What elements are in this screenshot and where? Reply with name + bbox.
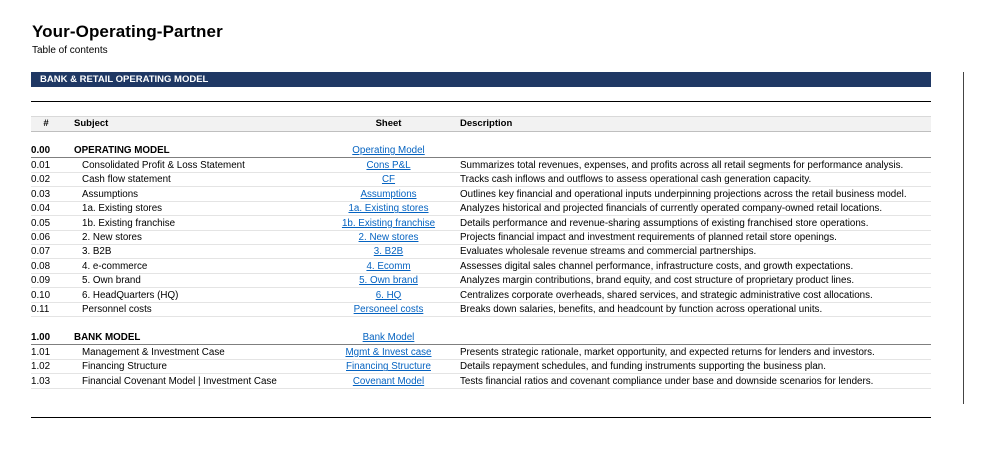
section-row-bank-model — [31, 331, 931, 345]
row-num: 0.11 — [31, 304, 50, 315]
row-num: 1.02 — [31, 361, 51, 373]
row-description: Analyzes historical and projected financials of currently operated company-owned retail locations. — [460, 203, 883, 215]
table-row — [31, 202, 931, 216]
row-num: 0.04 — [31, 203, 51, 215]
table-row — [31, 159, 931, 173]
row-subject: Consolidated Profit & Loss Statement — [82, 160, 245, 171]
page-subtitle: Table of contents — [32, 45, 108, 56]
row-subject: 1b. Existing franchise — [82, 217, 176, 229]
sheet-link[interactable]: Cons P&L — [366, 160, 411, 171]
sheet-link[interactable]: 1a. Existing stores — [348, 203, 429, 215]
table-row — [31, 231, 931, 245]
row-description: Projects financial impact and investment requirements of planned retail store openings. — [460, 232, 837, 243]
table-row — [31, 245, 931, 259]
row-num: 1.00 — [31, 332, 51, 343]
sheet-link[interactable]: 2. New stores — [358, 232, 419, 243]
table-header — [31, 116, 931, 132]
table-row — [31, 260, 931, 274]
sheet-link[interactable]: Assumptions — [360, 188, 417, 200]
row-subject: Management & Investment Case — [82, 347, 225, 358]
sheet-link[interactable]: Financing Structure — [346, 361, 431, 373]
sheet-link[interactable]: Personeel costs — [353, 304, 424, 315]
vertical-divider — [963, 72, 964, 404]
table-row — [31, 188, 931, 202]
row-num: 0.07 — [31, 246, 51, 258]
row-num: 0.03 — [31, 188, 51, 200]
row-subject: Financial Covenant Model | Investment Case — [82, 375, 277, 387]
sheet-link[interactable]: Mgmt & Invest case — [345, 347, 432, 358]
sheet-link[interactable]: 5. Own brand — [359, 275, 418, 287]
sheet-link[interactable]: 1b. Existing franchise — [341, 217, 436, 229]
header-num: # — [43, 118, 49, 129]
row-subject: OPERATING MODEL — [74, 145, 170, 156]
row-num: 0.01 — [31, 160, 51, 171]
row-description: Analyzes margin contributions, brand equity, and cost structure of proprietary product lines. — [460, 275, 855, 287]
section-banner: BANK & RETAIL OPERATING MODEL — [31, 72, 931, 87]
row-subject: Cash flow statement — [82, 174, 171, 186]
row-num: 0.09 — [31, 275, 51, 287]
row-description: Breaks down salaries, benefits, and headcount by function across operational units. — [460, 304, 823, 315]
header-subject: Subject — [74, 118, 109, 129]
sheet-link[interactable]: Covenant Model — [352, 375, 425, 387]
row-num: 1.03 — [31, 375, 51, 387]
row-num: 0.10 — [31, 289, 51, 301]
header-description: Description — [460, 118, 513, 129]
row-description: Summarizes total revenues, expenses, and profits across all retail segments for performance analysis. — [460, 160, 904, 171]
table-row — [31, 346, 931, 360]
row-num: 0.02 — [31, 174, 51, 186]
row-subject: Personnel costs — [82, 304, 152, 315]
row-subject: 4. e-commerce — [82, 260, 148, 272]
row-description: Presents strategic rationale, market opportunity, and expected returns for lenders and investors. — [460, 347, 875, 358]
section-row-operating-model — [31, 144, 931, 158]
sheet-link[interactable]: CF — [381, 174, 396, 186]
page-title: Your-Operating-Partner — [32, 22, 223, 41]
table-row — [31, 289, 931, 303]
row-subject: 2. New stores — [82, 232, 142, 243]
table-row — [31, 173, 931, 187]
row-num: 0.00 — [31, 145, 51, 156]
row-subject: Financing Structure — [82, 361, 167, 373]
row-num: 0.06 — [31, 232, 51, 243]
row-description: Evaluates wholesale revenue streams and commercial partnerships. — [460, 246, 757, 258]
row-num: 1.01 — [31, 347, 51, 358]
row-description: Centralizes corporate overheads, shared services, and strategic administrative cost allocations. — [460, 289, 873, 301]
table-row — [31, 360, 931, 374]
row-subject: BANK MODEL — [74, 332, 141, 343]
row-num: 0.08 — [31, 260, 51, 272]
divider-bottom — [31, 417, 931, 418]
row-subject: Assumptions — [82, 188, 139, 200]
table-row — [31, 274, 931, 288]
row-subject: 6. HeadQuarters (HQ) — [82, 289, 179, 301]
sheet-link[interactable]: 4. Ecomm — [366, 260, 411, 272]
table-row — [31, 375, 931, 389]
sheet-link-bank-model[interactable]: Bank Model — [362, 332, 415, 343]
table-row — [31, 217, 931, 231]
row-description: Details performance and revenue-sharing assumptions of existing franchised store operations. — [460, 217, 869, 229]
divider-top — [31, 101, 931, 102]
row-description: Tracks cash inflows and outflows to assess operational cash generation capacity. — [460, 174, 812, 186]
row-description: Outlines key financial and operational inputs underpinning projections across the retail business model. — [460, 188, 907, 200]
sheet-link[interactable]: 6. HQ — [375, 289, 402, 301]
sheet-link-operating-model[interactable]: Operating Model — [352, 145, 425, 156]
row-subject: 1a. Existing stores — [82, 203, 163, 215]
row-subject: 3. B2B — [82, 246, 112, 258]
row-num: 0.05 — [31, 217, 51, 229]
table-row — [31, 303, 931, 317]
row-description: Assesses digital sales channel performance, infrastructure costs, and growth expectations. — [460, 260, 854, 272]
row-description: Tests financial ratios and covenant compliance under base and downside scenarios for lenders. — [460, 375, 874, 387]
row-subject: 5. Own brand — [82, 275, 141, 287]
row-description: Details repayment schedules, and funding instruments supporting the business plan. — [460, 361, 826, 373]
sheet-link[interactable]: 3. B2B — [373, 246, 404, 258]
header-sheet: Sheet — [375, 118, 402, 129]
